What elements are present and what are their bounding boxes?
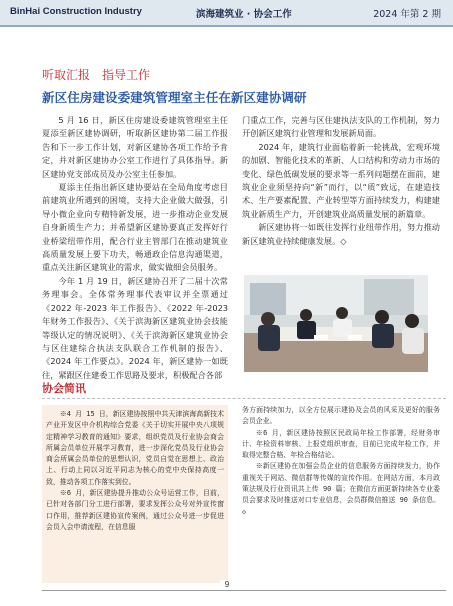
page-number: 9 — [220, 580, 234, 589]
article-paragraph: 今年 1 月 19 日，新区建协召开了二届十次常务理事会。全体常务理事代表审议并全票通过《2022 年-2023 年工作报告》、《2022 年-2023 年财务工作报告》、《关于滨海新区建筑业协会技能等级认定的情况说明》、《关于滨海新区建筑业协会与区住建综合执法支队联合工作机制的报告》、《2024 年工作要点》。2024 年，新区建协一如既往，紧跟区住建委工作思路及要求，积极配合各部 — [42, 275, 228, 380]
journal-section: 滨海建筑业 · 协会工作 — [196, 9, 292, 20]
briefs-heading: 协会简讯 — [42, 382, 86, 395]
article-body-right — [242, 114, 440, 278]
brief-item: 务方面持续加力，以全方位展示建协及会员的风采及更好的服务会员企业。 — [242, 406, 440, 426]
article-paragraph: 夏添主任指出新区建协要站在全局角度考虑目前建筑业所遇到的困境，支持大企业做大做强，引导小微企业向专精特新发展，进一步推动企业发展自身新质生产力；并希望新区建协要真正发挥好行业桥梁纽带作用，配合行业主管部门在推动建筑业高质量发展上要下功夫，畅通政企信息沟通渠道，重点关注新区建筑业的需求，做实做细会员服务。 — [42, 182, 228, 273]
brief-item: ※4 月 15 日，新区建协按照中共天津滨海高新技术产业开发区中介机构综合党委《关于切实开展中央八项规定精神学习教育的通知》要求，组织党员及行业协会商会所属会员单位开展学习教育，进一步深化党员及行业协会商会所属会员单位的思想认识，党员自觉在思想上、政治上、行动上同以习近平同志为核心的党中央保持高度一致，推动各项工作落实到位。 — [46, 410, 224, 486]
issue-number: 2024 年第 2 期 — [373, 9, 441, 20]
footer-rule — [42, 590, 446, 591]
article-paragraph: 门重点工作，完善与区住建执法支队的工作机制，努力开创新区建筑行业管理和发展新局面。 — [242, 115, 440, 139]
article-title: 新区住房建设委建筑管理室主任在新区建协调研 — [42, 90, 307, 105]
column-title: 听取汇报 指导工作 — [42, 68, 151, 82]
article-paragraph: 2024 年，建筑行业面临着新一轮挑战，宏观环境的加剧、智能化技术的革新、人口结构和劳动力市场的变化、绿色低碳发展的要求等一系列问题摆在面前，建筑业企业须坚持向“新”而行，以“质”致远，在建造技术、生产要素配置、产业转型等方面持续发力，构建建筑业新质生产力，开创建筑业高质量发展的新篇章。 — [242, 141, 440, 219]
briefs-left-column — [42, 405, 228, 583]
page-header — [0, 0, 453, 27]
meeting-photo — [244, 275, 428, 372]
article-body-left — [42, 114, 228, 380]
brief-item: ※新区建协在加强会员企业的信息服务方面持续发力，协作重视关于网站、微信群等传媒的宣传作用。在网站方面，本月政策法规及行业资讯共上传 90 篇；在微信方面更新持续各专业委员会要求及时推送对口专业信息，会员群微信推送 90 条信息。◇ — [242, 462, 440, 516]
brief-item: ※6 月，新区建协提升推动公众号运营工作，目前，已针对各部门分工进行部署，要求发挥公众号对外宣传窗口作用，推荐新区建协宣传案例，通过公众号进一步促进会员入会申请流程，在信息服 — [46, 489, 224, 531]
section-divider — [42, 398, 446, 399]
article-paragraph: 5 月 16 日，新区住房建设委建筑管理室主任夏添至新区建协调研，听取新区建协第二届工作报告和下一步工作计划，对新区建协各项工作给予肯定，并对新区建协办公室工作进行了具体指导。新区建协党支部成员及办公室主任参加。 — [42, 115, 228, 179]
journal-name-en: BinHai Construction Industry — [10, 6, 142, 17]
brief-item: ※6 月，新区建协按照区民政局年检工作部署，经财务审计、年检资料审核、上报党组织审查，目前已完成年检工作，并取得完整合格、年检合格结论。 — [242, 428, 440, 460]
briefs-right-column — [242, 405, 440, 583]
article-paragraph: 新区建协将一如既往发挥行业纽带作用，努力推动新区建筑业持续健康发展。◇ — [242, 222, 440, 246]
